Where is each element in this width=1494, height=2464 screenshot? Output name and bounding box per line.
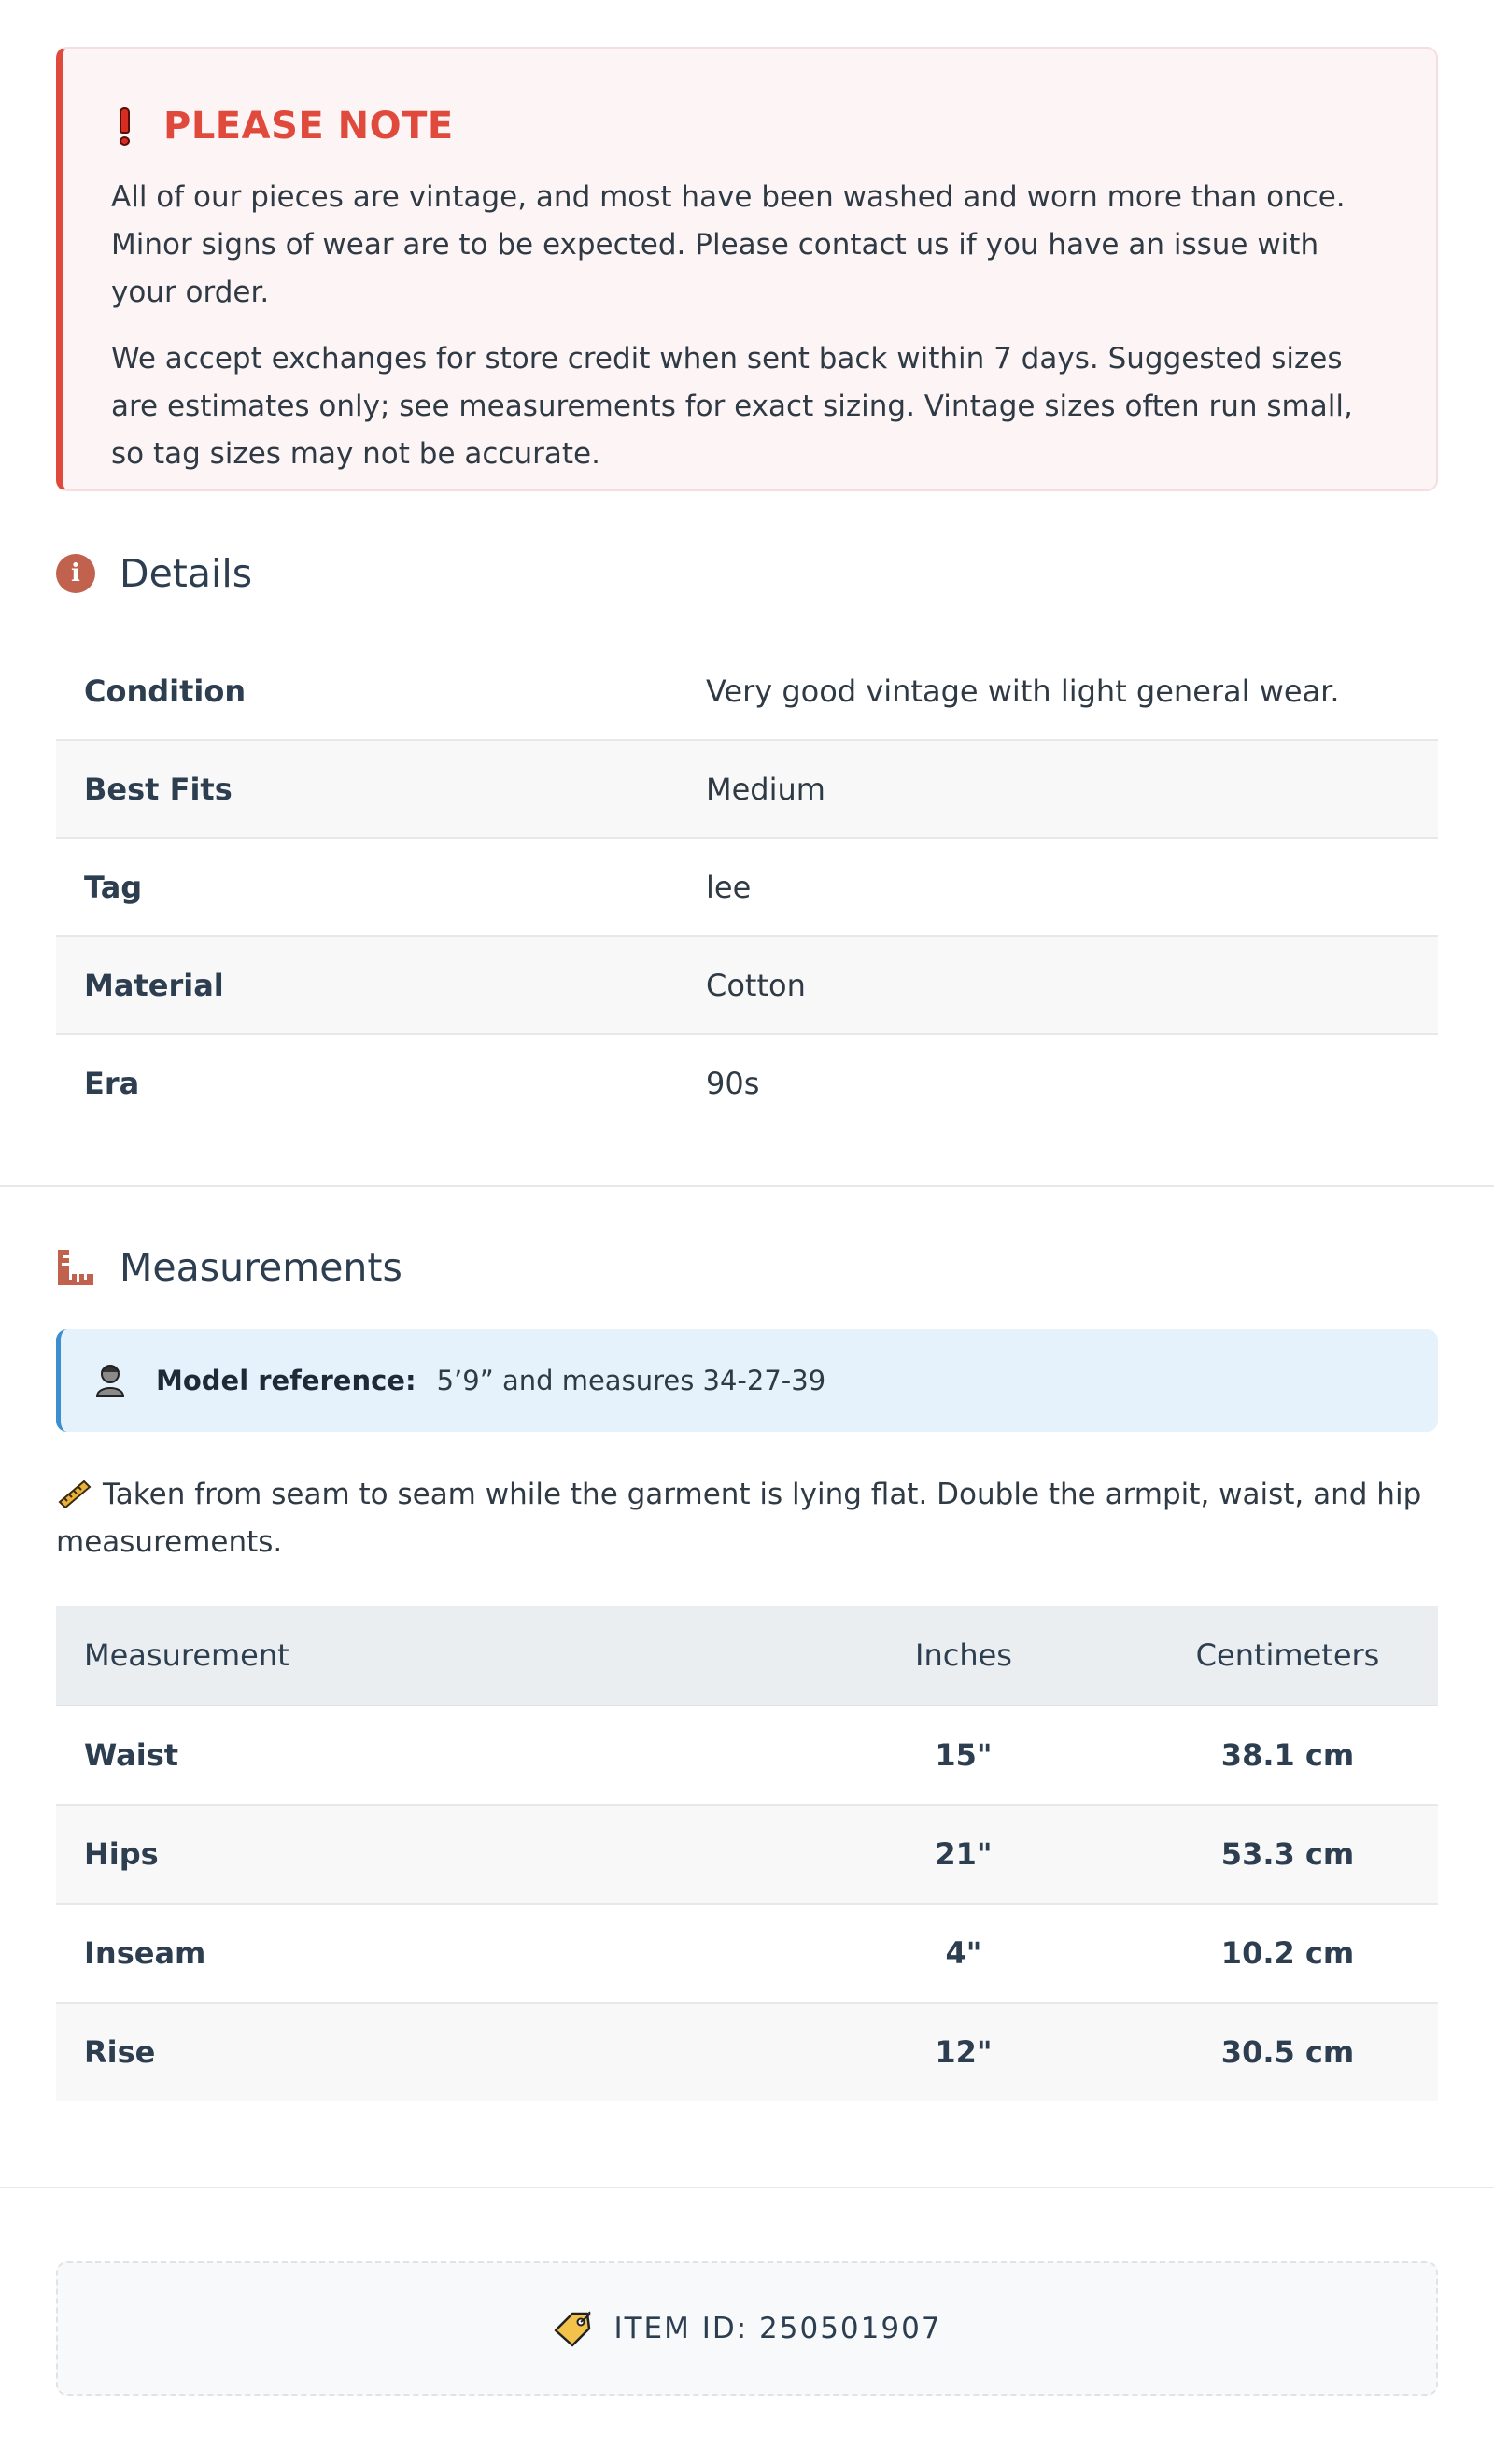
details-header — [56, 551, 1438, 596]
item-id-box — [56, 2261, 1438, 2396]
column-header: Inches — [790, 1606, 1137, 1706]
detail-label: Best Fits — [56, 740, 678, 838]
detail-value: Very good vintage with light general wear. — [678, 643, 1438, 740]
detail-label: Condition — [56, 643, 678, 740]
measurement-cm: 38.1 cm — [1137, 1706, 1438, 1805]
measurement-inches: 21" — [790, 1805, 1137, 1904]
table-row — [56, 643, 1438, 740]
notice-paragraph: All of our pieces are vintage, and most have been washed and worn more than once. Minor signs of wear are to be expected. Please contact us if you have an issue with your order. — [111, 180, 1346, 309]
measurements-table — [56, 1606, 1438, 2101]
notice-paragraph: We accept exchanges for store credit when sent back within 7 days. Suggested sizes are estimates only; see measurements for exact sizing. Vintage sizes often run small, so tag sizes may not be accurate. — [111, 342, 1353, 471]
detail-value: Cotton — [678, 936, 1438, 1034]
exclamation-icon — [111, 106, 139, 147]
table-row — [56, 1706, 1438, 1805]
pencil-icon — [56, 1478, 93, 1508]
table-header-row — [56, 1606, 1438, 1706]
measurement-note-text: Taken from seam to seam while the garment is lying flat. Double the armpit, waist, and hip measurements. — [56, 1478, 1422, 1559]
detail-value: Medium — [678, 740, 1438, 838]
measurements-title: Measurements — [120, 1245, 402, 1290]
table-row — [56, 1034, 1438, 1131]
measurement-inches: 4" — [790, 1904, 1137, 2003]
measurement-name: Inseam — [56, 1904, 790, 2003]
ruler-icon — [56, 1248, 95, 1287]
table-row — [56, 936, 1438, 1034]
details-title: Details — [120, 551, 253, 596]
detail-label: Era — [84, 1065, 140, 1101]
please-note-callout — [56, 47, 1438, 491]
info-icon: i — [56, 554, 95, 593]
measurement-inches: 12" — [790, 2003, 1137, 2101]
measurement-note — [56, 1471, 1438, 1566]
table-row — [56, 740, 1438, 838]
detail-value: 90s — [706, 1065, 760, 1101]
table-row — [56, 2003, 1438, 2101]
section-divider — [0, 1185, 1494, 1187]
measurements-header — [56, 1245, 1438, 1290]
notice-header — [111, 105, 1388, 148]
measurement-name: Waist — [56, 1706, 790, 1805]
item-id-label: ITEM ID: 250501907 — [613, 2312, 942, 2345]
person-icon — [94, 1363, 126, 1398]
section-divider — [0, 2187, 1494, 2188]
column-header: Measurement — [56, 1606, 790, 1706]
measurement-cm: 53.3 cm — [1137, 1805, 1438, 1904]
detail-label: Material — [56, 936, 678, 1034]
tag-icon — [552, 2310, 593, 2347]
detail-value: lee — [678, 838, 1438, 936]
detail-label: Tag — [56, 838, 678, 936]
details-table — [56, 643, 1438, 1131]
table-row — [56, 1805, 1438, 1904]
table-row — [56, 838, 1438, 936]
model-reference-value: 5’9” and measures 34-27-39 — [436, 1365, 826, 1396]
measurement-inches: 15" — [790, 1706, 1137, 1805]
model-reference-label: Model reference: — [156, 1365, 416, 1396]
measurement-name: Rise — [56, 2003, 790, 2101]
measurement-cm: 10.2 cm — [1137, 1904, 1438, 2003]
column-header: Centimeters — [1137, 1606, 1438, 1706]
measurement-name: Hips — [56, 1805, 790, 1904]
table-row — [56, 1904, 1438, 2003]
notice-title: PLEASE NOTE — [163, 105, 454, 148]
measurement-cm: 30.5 cm — [1137, 2003, 1438, 2101]
model-reference-callout — [56, 1329, 1438, 1432]
